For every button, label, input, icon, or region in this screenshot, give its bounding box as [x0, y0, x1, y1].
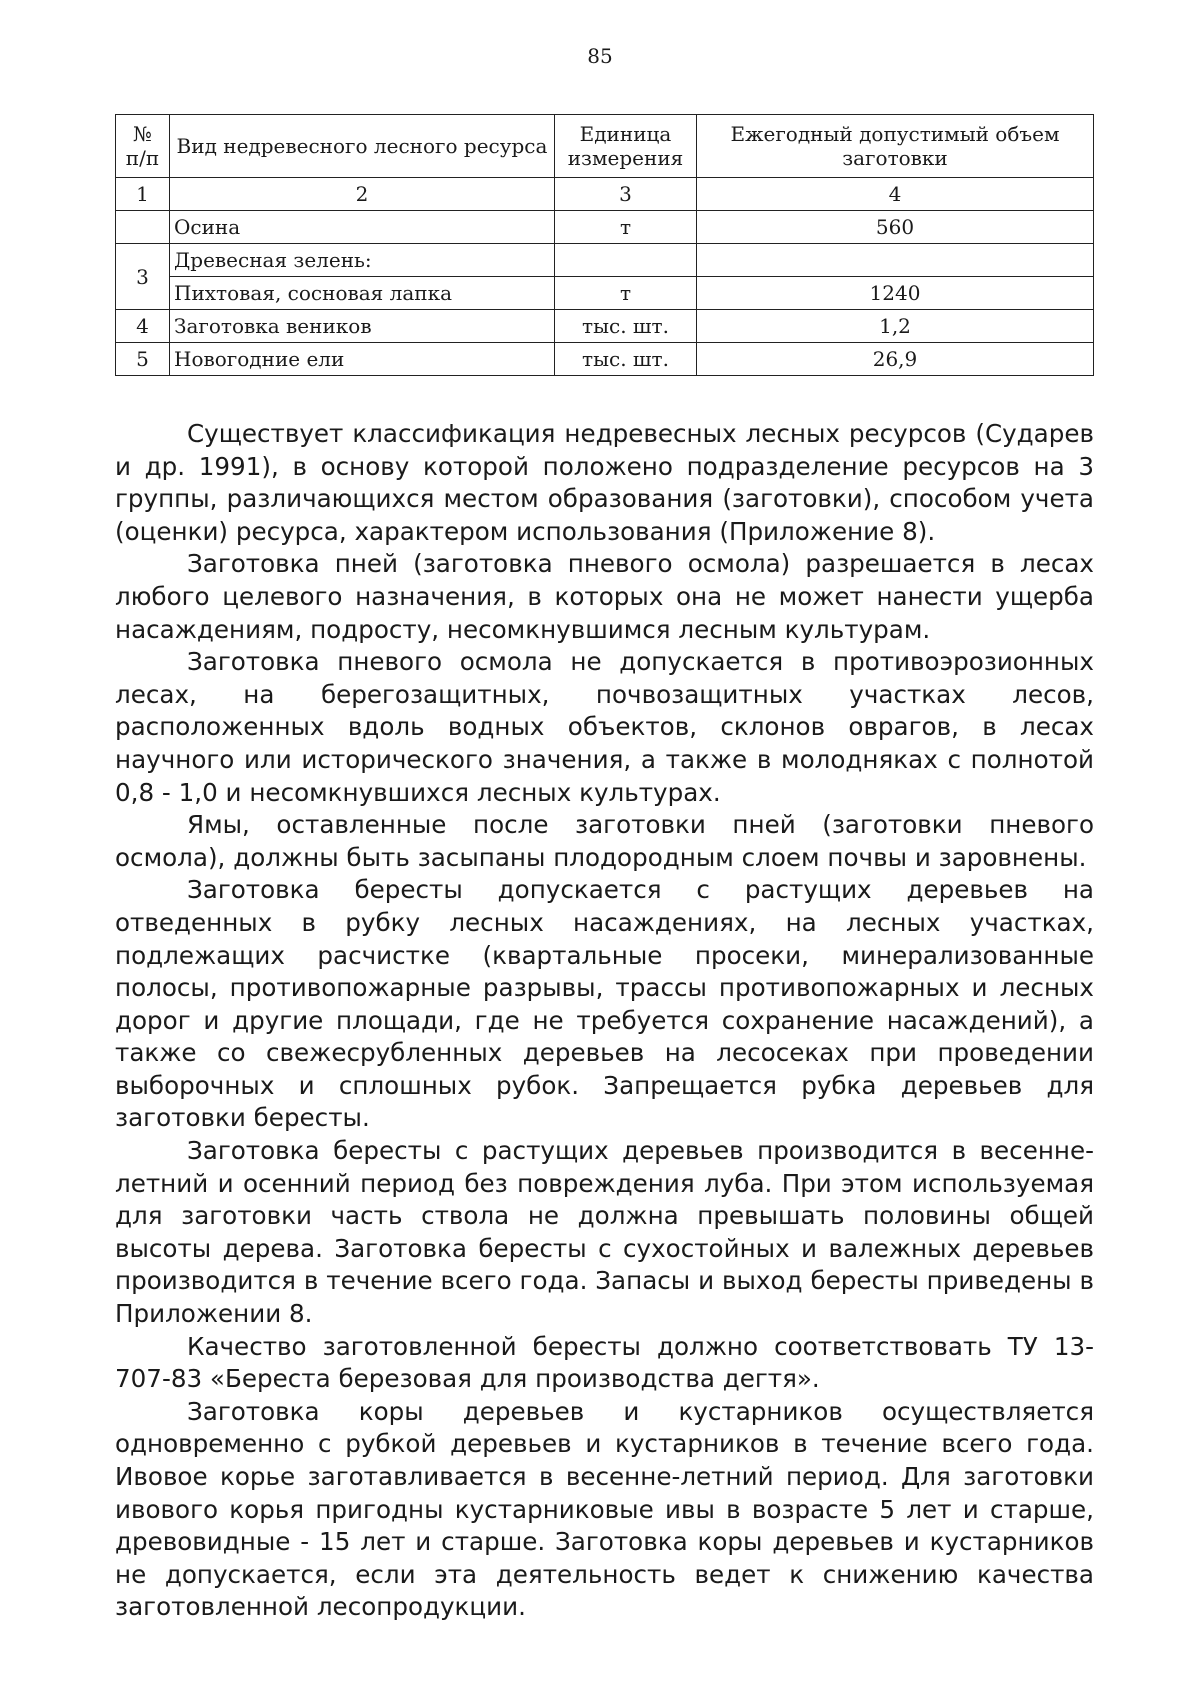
- row-volume: 1,2: [697, 310, 1094, 343]
- paragraph: Ямы, оставленные после заготовки пней (заготовки пневого осмола), должны быть засыпаны плодородным слоем почвы и заровнены.: [115, 810, 1094, 872]
- table-row: [116, 211, 1094, 244]
- row-unit: [555, 244, 697, 277]
- header-volume: Ежегодный допустимый объем заготовки: [697, 115, 1094, 178]
- header-type: Вид недревесного лесного ресурса: [170, 115, 555, 178]
- row-name: Осина: [170, 211, 555, 244]
- paragraph: Качество заготовленной бересты должно соответствовать ТУ 13-707-83 «Береста березовая для производства дегтя».: [115, 1331, 1094, 1394]
- row-unit: тыс. шт.: [555, 343, 697, 376]
- page-number: 85: [587, 44, 613, 68]
- row-volume: 26,9: [697, 343, 1094, 376]
- table-row: [116, 310, 1094, 343]
- row-num: 3: [116, 244, 170, 310]
- row-unit: тыс. шт.: [555, 310, 697, 343]
- paragraph: Существует классификация недревесных лесных ресурсов (Сударев и др. 1991), в основу которой положено подразделение ресурсов на 3 группы, различающихся местом образования (заготовки), способом учета (оценки) ресурса, характером использования (Приложение 8).: [115, 419, 1094, 546]
- row-name: Заготовка веников: [170, 310, 555, 343]
- row-unit: т: [555, 277, 697, 310]
- header-unit: Единица измерения: [555, 115, 697, 178]
- row-volume: 1240: [697, 277, 1094, 310]
- col-number: 2: [170, 178, 555, 211]
- paragraph: Заготовка коры деревьев и кустарников осуществляется одновременно с рубкой деревьев и кустарников в течение всего года. Ивовое корье заготавливается в весенне-летний период. Для заготовки ивового корья пригодны кустарниковые ивы в возрасте 5 лет и старше, древовидные - 15 лет и старше. Заготовка коры деревьев и кустарников не допускается, если эта деятельность ведет к снижению качества заготовленной лесопродукции.: [115, 1396, 1094, 1622]
- column-numbers-row: [116, 178, 1094, 211]
- resources-table: [115, 114, 1094, 376]
- header-num: № п/п: [116, 115, 170, 178]
- row-name: Пихтовая, сосновая лапка: [170, 277, 555, 310]
- row-volume: [697, 244, 1094, 277]
- body-text: [115, 418, 1094, 1624]
- table-row: [116, 244, 1094, 277]
- row-volume: 560: [697, 211, 1094, 244]
- col-number: 4: [697, 178, 1094, 211]
- row-name: Древесная зелень:: [170, 244, 555, 277]
- row-num: 4: [116, 310, 170, 343]
- table-header-row: [116, 115, 1094, 178]
- paragraph: Заготовка бересты с растущих деревьев производится в весенне-летний и осенний период без повреждения луба. При этом используемая для заготовки часть ствола не должна превышать половины общей высоты дерева. Заготовка бересты с сухостойных и валежных деревьев производится в течение всего года. Запасы и выход бересты приведены в Приложении 8.: [115, 1136, 1094, 1329]
- row-num: [116, 211, 170, 244]
- table-row: [116, 277, 1094, 310]
- row-unit: т: [555, 211, 697, 244]
- paragraph: Заготовка пней (заготовка пневого осмола) разрешается в лесах любого целевого назначения, в которых она не может нанести ущерба насаждениям, подросту, несомкнувшимся лесным культурам.: [115, 549, 1094, 644]
- col-number: 3: [555, 178, 697, 211]
- col-number: 1: [116, 178, 170, 211]
- table-row: [116, 343, 1094, 376]
- paragraph: Заготовка бересты допускается с растущих деревьев на отведенных в рубку лесных насаждениях, на лесных участках, подлежащих расчистке (квартальные просеки, минерализованные полосы, противопожарные разрывы, трассы противопожарных и лесных дорог и другие площади, где не требуется сохранение насаждений), а также со свежесрубленных деревьев на лесосеках при проведении выборочных и сплошных рубок. Запрещается рубка деревьев для заготовки бересты.: [115, 875, 1094, 1133]
- row-name: Новогодние ели: [170, 343, 555, 376]
- row-num: 5: [116, 343, 170, 376]
- paragraph: Заготовка пневого осмола не допускается в противоэрозионных лесах, на берегозащитных, почвозащитных участках лесов, расположенных вдоль водных объектов, склонов оврагов, в лесах научного или исторического значения, а также в молодняках с полнотой 0,8 - 1,0 и несомкнувшихся лесных культурах.: [115, 647, 1094, 807]
